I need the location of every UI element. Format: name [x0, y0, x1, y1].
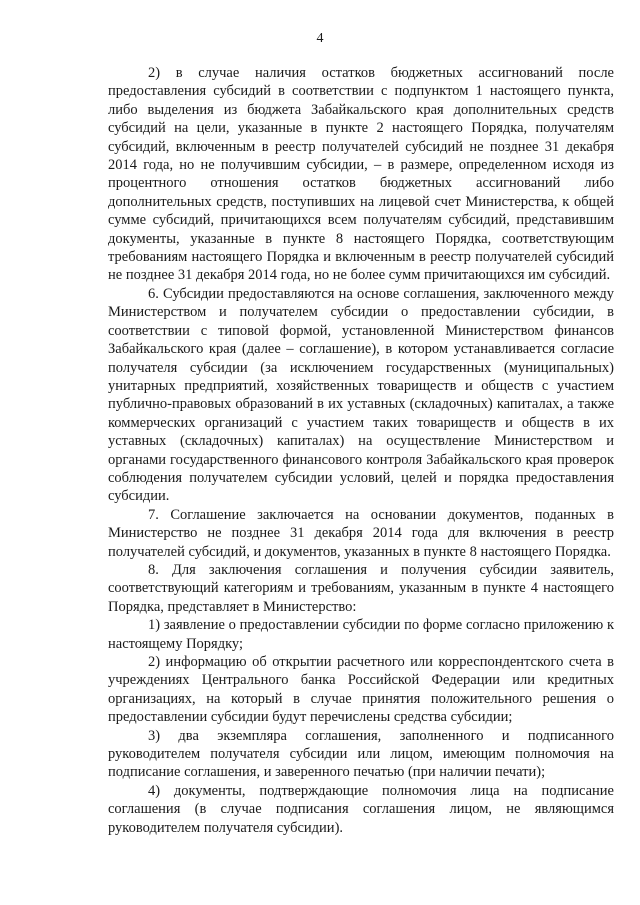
list-item-3: 3) два экземпляра соглашения, заполненного и подписанного руководителем получателя субсидии или лицом, имеющим полномочия на подписание соглашения, и заверенного печатью (при наличии печати);	[108, 727, 614, 781]
list-item-4: 4) документы, подтверждающие полномочия лица на подписание соглашения (в случае подписания соглашения лицом, не являющимся руководителем получателя субсидии).	[108, 782, 614, 836]
paragraph-section-6: 6. Субсидии предоставляются на основе соглашения, заключенного между Министерством и получателем субсидии о предоставлении субсидии, в соответствии с типовой формой, установленной Министерством финансов Забайкальского края (далее – соглашение), в котором устанавливается согласие получателя субсидии (за исключением государственных (муниципальных) унитарных предприятий, хозяйственных товариществ и обществ с участием публично-правовых образований в их уставных (складочных) капиталах, а также коммерческих организаций с участием таких товариществ и обществ в их уставных (складочных) капиталах) на осуществление Министерством и органами государственного финансового контроля Забайкальского края проверок соблюдения получателем субсидии условий, целей и порядка предоставления субсидии.	[108, 285, 614, 505]
page-number: 4	[316, 31, 324, 46]
list-item-1: 1) заявление о предоставлении субсидии по форме согласно приложению к настоящему Порядку;	[108, 617, 614, 652]
paragraph-subitem-2: 2) в случае наличия остатков бюджетных ассигнований после предоставления субсидий в соответствии с подпунктом 1 настоящего пункта, либо выделения из бюджета Забайкальского края дополнительных средств субсидий на цели, указанные в пункте 2 настоящего Порядка, получателям субсидий, включенным в реестр получателей субсидий не позднее 31 декабря 2014 года, но не получившим субсидии, – в размере, определенном исходя из процентного отношения остатков бюджетных ассигнований либо дополнительных средств, поступивших на лицевой счет Министерства, к общей сумме субсидий, причитающихся всем получателям субсидий, представившим документы, указанные в пункте 8 настоящего Порядка, соответствующим требованиям настоящего Порядка и включенным в реестр получателей субсидий не позднее 31 декабря 2014 года, но не более сумм причитающихся им субсидий.	[108, 65, 614, 284]
paragraph-section-8: 8. Для заключения соглашения и получения субсидии заявитель, соответствующий категориям и требованиям, указанным в пункте 4 настоящего Порядка, представляет в Министерство:	[108, 561, 614, 615]
list-item-2: 2) информацию об открытии расчетного или корреспондентского счета в учреждениях Центрального банка Российской Федерации или кредитных организациях, на который в случае принятия положительного решения о предоставлении субсидии будут перечислены средства субсидии;	[108, 654, 614, 726]
paragraph-section-7: 7. Соглашение заключается на основании документов, поданных в Министерство не позднее 31 декабря 2014 года для включения в реестр получателей субсидий, и документов, указанных в пункте 8 настоящего Порядка.	[108, 506, 614, 560]
document-body	[108, 64, 614, 837]
